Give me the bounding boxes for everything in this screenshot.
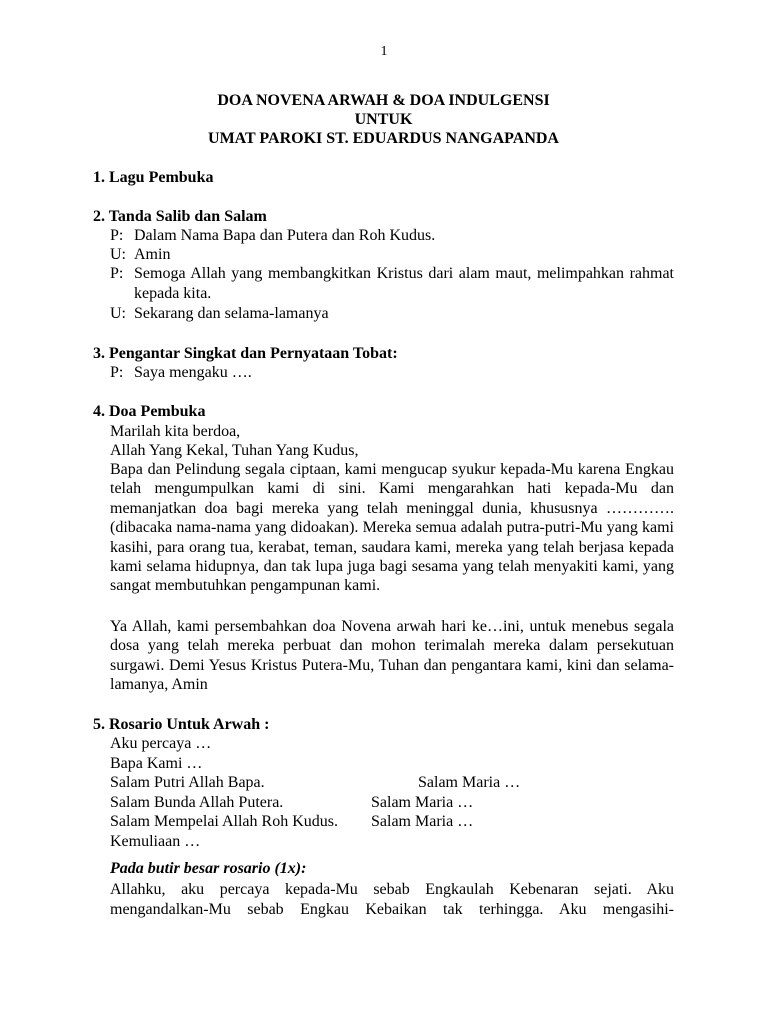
rosary-line: Bapa Kami …	[110, 755, 203, 772]
section-1-heading: 1. Lagu Pembuka	[93, 169, 214, 186]
speaker-prefix: U:	[110, 246, 126, 263]
speaker-prefix: P:	[110, 227, 124, 244]
prayer-line: Allah Yang Kekal, Tuhan Yang Kudus,	[110, 442, 359, 459]
document-title	[93, 91, 674, 148]
speaker-prefix: P:	[110, 265, 124, 282]
section-2-heading: 2. Tanda Salib dan Salam	[93, 208, 267, 225]
rosary-salam-right: Salam Maria …	[418, 774, 521, 791]
response-text: Amin	[134, 246, 171, 263]
response-text: Sekarang dan selama-lamanya	[134, 305, 329, 322]
title-line-2: UNTUK	[354, 111, 413, 128]
section-5-heading: 5. Rosario Untuk Arwah :	[93, 716, 270, 733]
page-number: 1	[380, 44, 388, 59]
prayer-paragraph: Ya Allah, kami persembahkan doa Novena arwah hari ke…ini, untuk menebus segala dosa yang telah mereka perbuat dan mohon terimalah mereka dalam persekutuan surgawi. Demi Yesus Kristus Putera-Mu, Tuhan dan pengantara kami, kini dan selama-lamanya, Amin	[110, 618, 674, 694]
rosary-salam-right: Salam Maria …	[371, 813, 474, 830]
response-text: Saya mengaku ….	[134, 364, 252, 381]
speaker-prefix: P:	[110, 364, 124, 381]
rosary-salam-left: Salam Bunda Allah Putera.	[110, 794, 284, 811]
rosary-salam-left: Salam Mempelai Allah Roh Kudus.	[110, 813, 338, 830]
rosary-subheading: Pada butir besar rosario (1x):	[110, 860, 307, 877]
speaker-prefix: U:	[110, 305, 126, 322]
title-line-1: DOA NOVENA ARWAH & DOA INDULGENSI	[217, 92, 550, 109]
response-text: Dalam Nama Bapa dan Putera dan Roh Kudus.	[134, 227, 436, 244]
rosary-paragraph: Allahku, aku percaya kepada-Mu sebab Engkaulah Kebenaran sejati. Aku mengandalkan-Mu sebab Engkau Kebaikan tak terhingga. Aku mengasihi-	[110, 881, 674, 918]
prayer-paragraph: Bapa dan Pelindung segala ciptaan, kami mengucap syukur kepada-Mu karena Engkau telah mengumpulkan kami di sini. Kami mengarahkan hati kepada-Mu dan memanjatkan doa bagi mereka yang telah meninggal dunia, khususnya ………….(dibacaka nama-nama yang didoakan). Mereka semua adalah putra-putri-Mu yang kami kasihi, para orang tua, kerabat, teman, saudara kami, mereka yang telah berjasa kepada kami selama hidupnya, dan tak lupa juga bagi sesama yang telah menyakiti kami, yang sangat membutuhkan pengampunan kami.	[110, 461, 674, 595]
prayer-line: Marilah kita berdoa,	[110, 423, 241, 440]
rosary-line: Aku percaya …	[110, 735, 212, 752]
rosary-line: Kemuliaan …	[110, 833, 201, 850]
section-3-heading: 3. Pengantar Singkat dan Pernyataan Tobat:	[93, 345, 398, 362]
rosary-salam-right: Salam Maria …	[371, 794, 474, 811]
response-text: Semoga Allah yang membangkitkan Kristus dari alam maut, melimpahkan rahmat kepada kita.	[134, 265, 674, 302]
title-line-3: UMAT PAROKI ST. EDUARDUS NANGAPANDA	[208, 130, 559, 147]
rosary-salam-left: Salam Putri Allah Bapa.	[110, 774, 265, 791]
section-4-heading: 4. Doa Pembuka	[93, 403, 206, 420]
